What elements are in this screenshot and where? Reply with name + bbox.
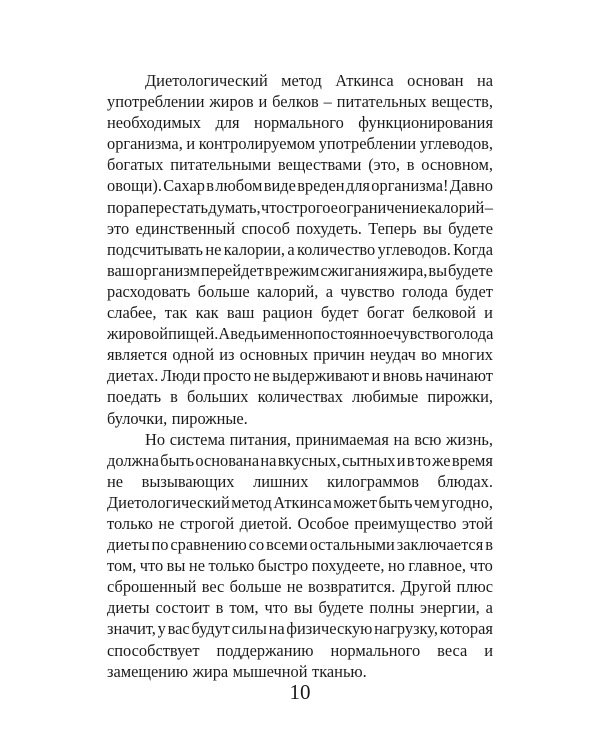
text-line: поедать в больших количествах любимые пирожки, (107, 387, 493, 407)
text-line: должна быть основана на вкусных, сытных и в то же время (107, 450, 493, 470)
text-line: Диетологический метод Аткинса может быть чем угодно, (107, 492, 493, 512)
text-line: является одной из основных причин неудач во многих (107, 345, 493, 365)
text-line: овощи). Сахар в любом виде вреден для организма! Давно (107, 176, 493, 196)
text-line: ваш организм перейдет в режим сжигания жира, вы будете (107, 260, 493, 280)
text-line: подсчитывать не калории, а количество углеводов. Когда (107, 239, 493, 259)
text-line: Но система питания, принимаемая на всю жизнь, (145, 429, 493, 449)
text-line: Диетологический метод Аткинса основан на (145, 71, 493, 90)
text-line: диетах. Люди просто не выдерживают и вновь начинают (107, 366, 493, 386)
text-line: это единственный способ похудеть. Теперь вы будете (107, 218, 493, 238)
text-line: значит, у вас будут силы на физическую нагрузку, которая (107, 619, 493, 639)
text-line: пора перестать думать, что строгое ограничение калорий – (107, 197, 493, 217)
text-line: богатых питательными веществами (это, в основном, (107, 155, 493, 175)
text-line: организма, и контролируемом употреблении углеводов, (107, 134, 493, 154)
text-line: булочки, пирожные. (107, 408, 248, 428)
text-line: слабее, так как ваш рацион будет богат белковой и (107, 303, 493, 323)
text-line: не вызывающих лишних килограммов блюдах. (107, 471, 493, 491)
text-line: сброшенный вес больше не возвратится. Другой плюс (107, 577, 493, 597)
body-text (107, 70, 493, 682)
text-line: жировой пищей. А ведь именно постоянное чувство голода (107, 324, 494, 344)
text-line: том, что вы не только быстро похудеете, но главное, что (107, 556, 493, 576)
text-line: диеты состоит в том, что вы будете полны энергии, а (107, 598, 493, 618)
page-number: 10 (289, 680, 311, 704)
text-line: замещению жира мышечной тканью. (107, 661, 367, 681)
text-line: необходимых для нормального функционирования (107, 113, 493, 133)
text-line: диеты по сравнению со всеми остальными заключается в (107, 535, 493, 555)
text-line: способствует поддержанию нормального веса и (107, 640, 493, 660)
text-line: употреблении жиров и белков – питательных веществ, (107, 92, 493, 112)
text-line: только не строгой диетой. Особое преимущество этой (107, 513, 493, 533)
text-line: расходовать больше калорий, а чувство голода будет (107, 281, 493, 301)
